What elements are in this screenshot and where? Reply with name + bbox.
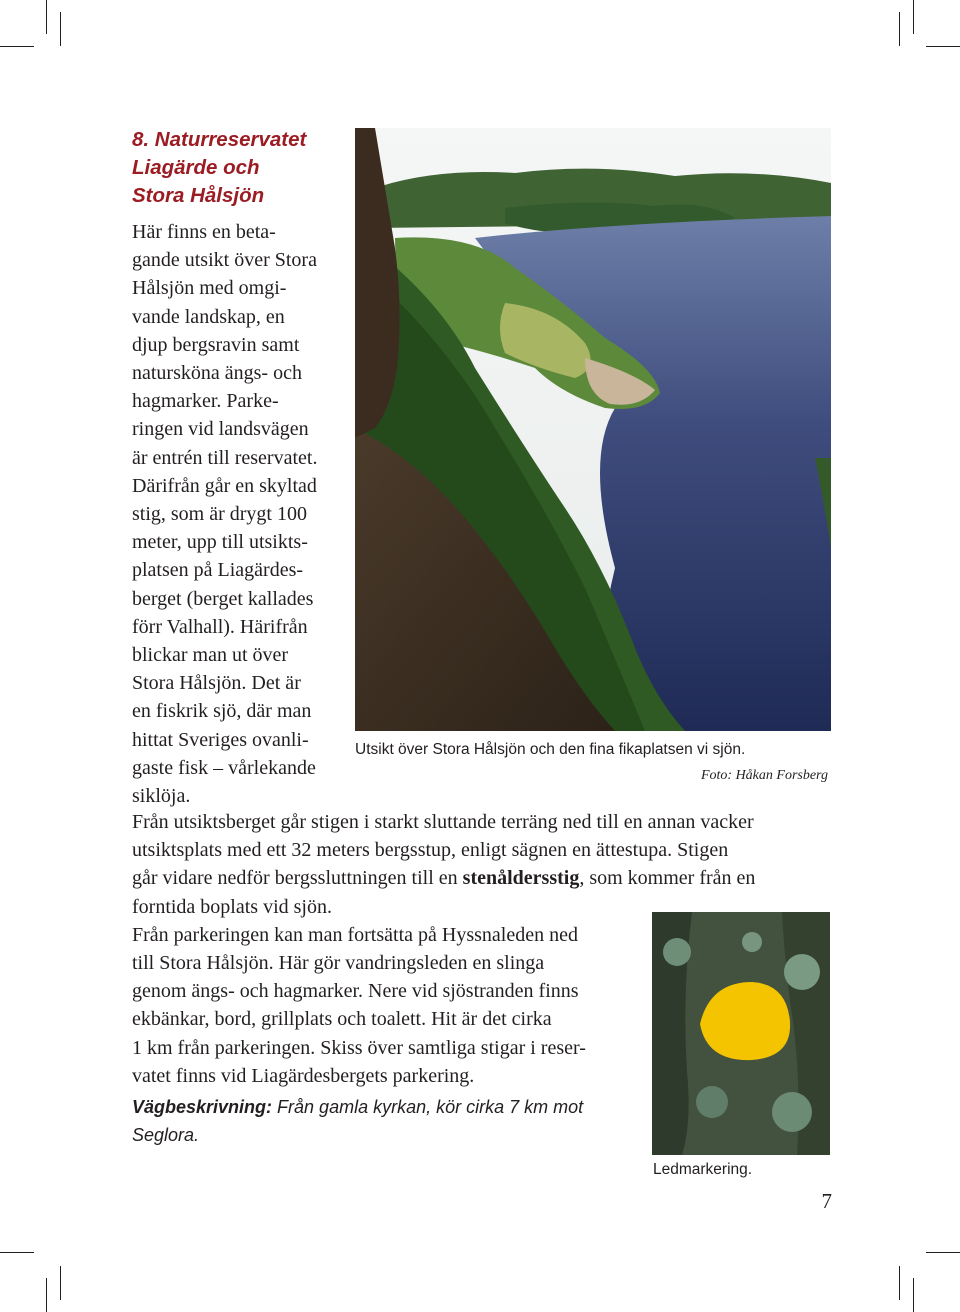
directions — [132, 1093, 652, 1149]
crop-mark — [60, 1266, 61, 1300]
section-title-line: Liagärde och — [132, 156, 260, 179]
text-span: går vidare nedför bergssluttningen till en — [132, 867, 463, 890]
crop-mark — [913, 0, 914, 34]
text-line: ekbänkar, bord, grillplats och toalett. Hit är det cirka — [132, 1008, 552, 1031]
text-line: blickar man ut över — [132, 644, 289, 667]
text-line: vatet finns vid Liagärdesbergets parkering. — [132, 1064, 475, 1087]
directions-label: Vägbeskrivning: — [132, 1097, 273, 1117]
text-line: natursköna ängs- och — [132, 362, 302, 385]
section-title-line: 8. Naturreservatet — [132, 128, 307, 151]
trail-marker-caption: Ledmarkering. — [653, 1161, 753, 1178]
text-line: genom ängs- och hagmarker. Nere vid sjöstranden finns — [132, 980, 579, 1003]
crop-mark — [926, 46, 960, 47]
crop-mark — [60, 12, 61, 46]
text-line: är entrén till reservatet. — [132, 446, 318, 469]
lake-photo-caption: Utsikt över Stora Hålsjön och den fina fikaplatsen vi sjön. — [355, 741, 746, 758]
lake-photo — [355, 128, 831, 731]
text-line: gande utsikt över Stora — [132, 249, 317, 272]
text-line: Därifrån går en skyltad — [132, 474, 317, 497]
text-line: gaste fisk – vårlekande — [132, 756, 316, 779]
intro-paragraph — [132, 218, 347, 810]
crop-mark — [899, 12, 900, 46]
page-number: 7 — [821, 1189, 832, 1213]
text-line: vande landskap, en — [132, 305, 285, 328]
text-line: Från utsiktsberget går stigen i starkt sluttande terräng ned till en annan vacker — [132, 811, 754, 833]
crop-mark — [913, 1278, 914, 1312]
text-line: utsiktsplats med ett 32 meters bergsstup, enligt sägnen en ättestupa. Stigen — [132, 839, 729, 862]
text-line: platsen på Liagärdes- — [132, 559, 304, 582]
text-line — [132, 864, 832, 892]
text-line — [132, 1093, 652, 1121]
bark-illustration — [652, 912, 830, 1155]
text-span: , som kommer från en — [579, 867, 756, 890]
text-line: stig, som är drygt 100 — [132, 503, 307, 526]
crop-mark — [46, 0, 47, 34]
section-title-line: Stora Hålsjön — [132, 184, 265, 207]
highlighted-term: stenåldersstig — [462, 867, 580, 890]
lake-photo-illustration — [355, 128, 831, 731]
text-line: Från parkeringen kan man fortsätta på Hyssnaleden ned — [132, 923, 578, 946]
trail-marker-photo — [652, 912, 830, 1155]
crop-mark — [0, 46, 34, 47]
section-title — [132, 126, 352, 210]
text-line: en fiskrik sjö, där man — [132, 700, 312, 723]
crop-mark — [899, 1266, 900, 1300]
text-line: Här finns en beta- — [132, 221, 276, 243]
text-line: Stora Hålsjön. Det är — [132, 672, 301, 695]
text-line: siklöja. — [132, 785, 191, 808]
crop-mark — [46, 1278, 47, 1312]
text-line: Hålsjön med omgi- — [132, 277, 287, 300]
text-line: förr Valhall). Härifrån — [132, 615, 308, 638]
crop-mark — [926, 1252, 960, 1253]
text-line: 1 km från parkeringen. Skiss över samtliga stigar i reser- — [132, 1036, 586, 1059]
text-line: hittat Sveriges ovanli- — [132, 728, 309, 751]
text-line: hagmarker. Parke- — [132, 390, 279, 413]
text-line: meter, upp till utsikts- — [132, 531, 308, 554]
text-line: ringen vid landsvägen — [132, 418, 309, 441]
text-line: Seglora. — [132, 1125, 200, 1145]
photo-credit: Foto: Håkan Forsberg — [700, 768, 828, 783]
text-span: Från gamla kyrkan, kör cirka 7 km mot — [272, 1097, 584, 1117]
text-line: berget (berget kallades — [132, 587, 314, 610]
crop-mark — [0, 1252, 34, 1253]
text-line: forntida boplats vid sjön. — [132, 895, 332, 918]
text-line: till Stora Hålsjön. Här gör vandringsleden en slinga — [132, 952, 545, 975]
text-line: djup bergsravin samt — [132, 333, 300, 356]
